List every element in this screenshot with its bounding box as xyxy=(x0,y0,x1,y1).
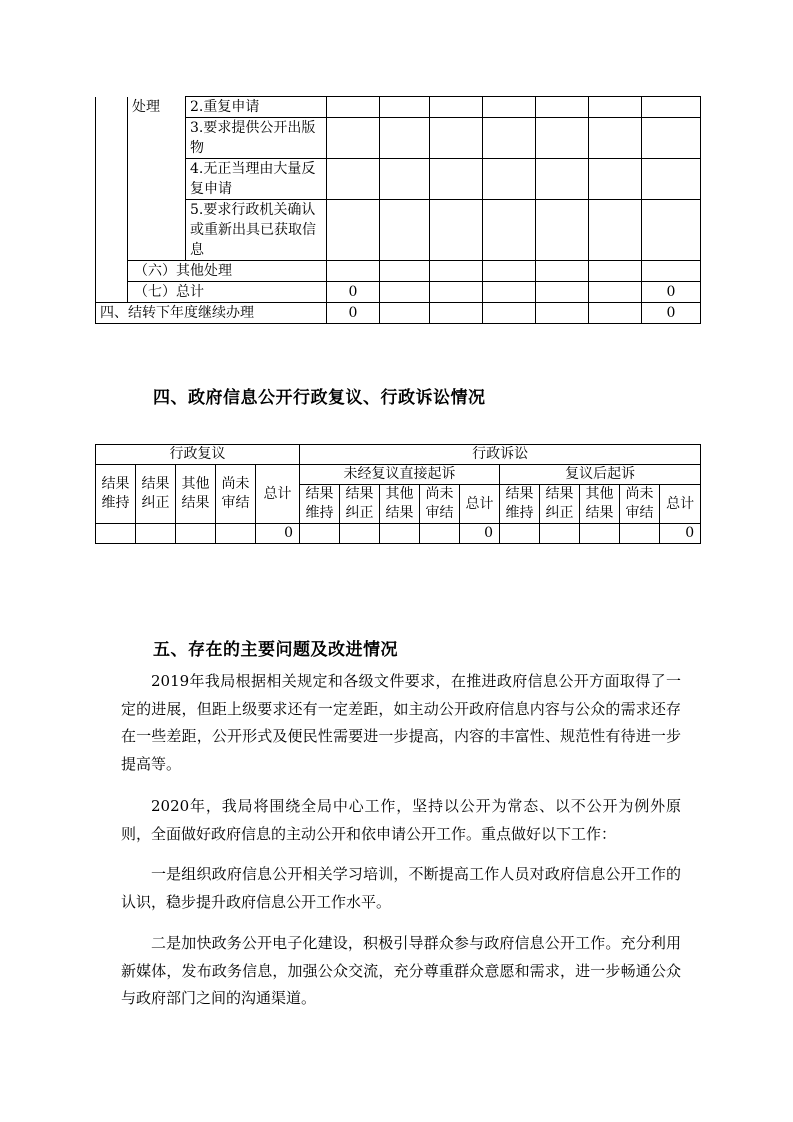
total-value: 0 xyxy=(660,524,701,544)
item-label: 3.要求提供公开出版物 xyxy=(186,118,327,159)
direct-suit-header: 未经复议直接起诉 xyxy=(300,465,500,485)
carry-over-label: 四、结转下年度继续办理 xyxy=(96,303,327,324)
item-label: 2.重复申请 xyxy=(186,97,327,118)
carry-over-value: 0 xyxy=(642,303,701,324)
disposal-table xyxy=(95,96,701,324)
admin-review-header: 行政复议 xyxy=(96,445,300,465)
col-result-kept: 结果维持 xyxy=(300,485,340,524)
item-label: 4.无正当理由大量反复申请 xyxy=(186,159,327,200)
section-5-title: 五、存在的主要问题及改进情况 xyxy=(153,640,398,660)
section-label: 处理 xyxy=(128,97,186,118)
col-total: 总计 xyxy=(660,485,701,524)
col-pending: 尚未审结 xyxy=(420,485,460,524)
col-other-result: 其他结果 xyxy=(380,485,420,524)
col-pending: 尚未审结 xyxy=(620,485,660,524)
col-total: 总计 xyxy=(460,485,500,524)
col-result-kept: 结果维持 xyxy=(500,485,540,524)
paragraph: 2019年我局根据相关规定和各级文件要求，在推进政府信息公开方面取得了一定的进展，但距上级要求还有一定差距，如主动公开政府信息内容与公众的需求还存在一些差距，公开形式及便民性需要进一步提高，内容的丰富性、规范性有待进一步提高等。 xyxy=(121,672,681,773)
col-result-corrected: 结果纠正 xyxy=(340,485,380,524)
section-4-title: 四、政府信息公开行政复议、行政诉讼情况 xyxy=(153,388,486,408)
col-result-corrected: 结果纠正 xyxy=(540,485,580,524)
total-value: 0 xyxy=(327,282,380,303)
item-label: 5.要求行政机关确认或重新出具已获取信息 xyxy=(186,200,327,261)
col-other-result: 其他结果 xyxy=(176,465,216,524)
total-value: 0 xyxy=(256,524,300,544)
col-total: 总计 xyxy=(256,465,300,524)
total-label: （七）总计 xyxy=(128,282,327,303)
col-pending: 尚未审结 xyxy=(216,465,256,524)
after-review-header: 复议后起诉 xyxy=(500,465,701,485)
spacer-cell xyxy=(96,97,128,118)
paragraph: 二是加快政务公开电子化建设，积极引导群众参与政府信息公开工作。充分利用新媒体，发布政务信息，加强公众交流，充分尊重群众意愿和需求，进一步畅通公众与政府部门之间的沟通渠道。 xyxy=(121,934,681,1007)
total-value: 0 xyxy=(642,282,701,303)
paragraph: 一是组织政府信息公开相关学习培训，不断提高工作人员对政府信息公开工作的认识，稳步提升政府信息公开工作水平。 xyxy=(121,865,681,911)
carry-over-value: 0 xyxy=(327,303,380,324)
litigation-header: 行政诉讼 xyxy=(300,445,701,465)
col-result-corrected: 结果纠正 xyxy=(136,465,176,524)
paragraph: 2020年，我局将围绕全局中心工作，坚持以公开为常态、以不公开为例外原则，全面做好政府信息的主动公开和依申请公开工作。重点做好以下工作： xyxy=(121,797,681,843)
total-value: 0 xyxy=(460,524,500,544)
review-litigation-table xyxy=(95,444,701,544)
other-label: （六）其他处理 xyxy=(128,261,327,282)
col-other-result: 其他结果 xyxy=(580,485,620,524)
col-result-kept: 结果维持 xyxy=(96,465,136,524)
